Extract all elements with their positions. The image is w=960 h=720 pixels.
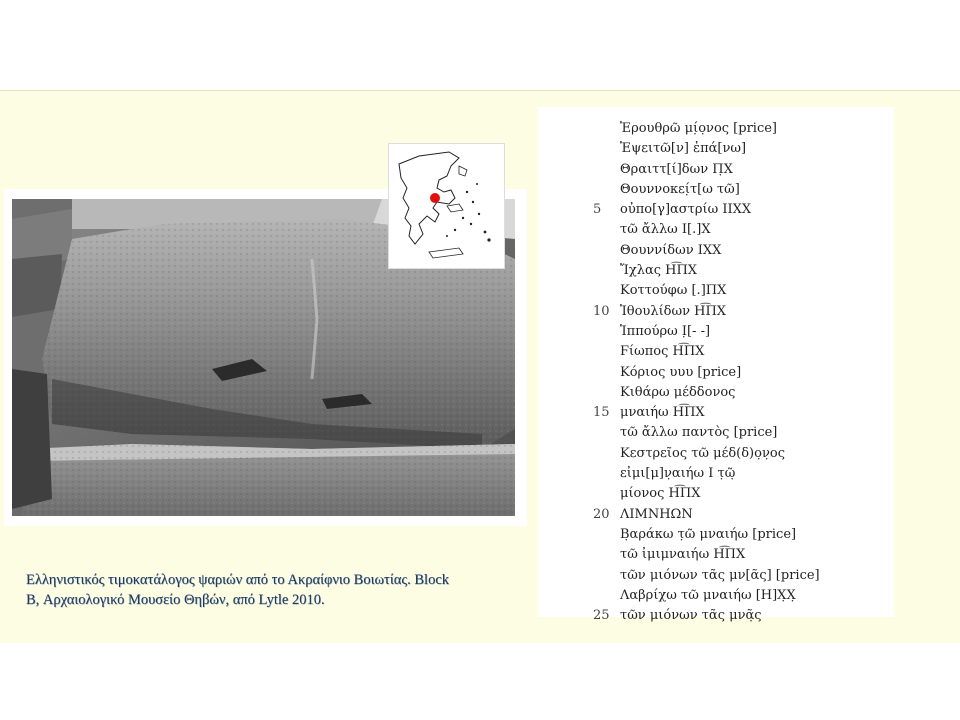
line-text: εἰμι[μ]ν̣αιήω Ι τ̣ῶ̣: [620, 466, 736, 482]
line-text: Κεστρεῖος τῶ μέδ(δ)ο̣ν̣ος: [620, 445, 785, 461]
inscription-line: [538, 505, 894, 525]
inscription-line: [538, 160, 894, 180]
line-text: Ἐρουθρῶ μί̣ο̣νος [price]: [620, 121, 777, 136]
map-of-greece-icon: [389, 144, 504, 268]
line-text: Ϝίωπος Η͡ΠΧ: [620, 344, 705, 360]
line-text: ΛΙΜΝΗΩΝ: [620, 506, 693, 522]
line-text: Ἱππούρω Ι̣[- -]: [620, 323, 711, 339]
inscription-transcription: [538, 107, 894, 624]
line-text: Λαβρίχω τῶ μναιήω [Η]Χ̣Χ̣: [620, 587, 796, 603]
line-text: τῶ ἄλλω παντὸς [price]: [620, 425, 778, 441]
inscription-line: [538, 586, 894, 606]
line-text: Ἴχλας Η͡ΠΧ: [620, 263, 698, 279]
inscription-line: [538, 342, 894, 362]
inscription-line: [538, 444, 894, 464]
inscription-lines: [538, 119, 894, 626]
inscription-line: [538, 200, 894, 220]
line-text: Κοττούφω [.]ΠΧ: [620, 283, 727, 299]
line-text: Κόριος υυυ [price]: [620, 364, 742, 380]
line-text: Β̣αράκω τ̣ῶ μναιήω [price]: [620, 526, 797, 542]
line-text: Ἐψειτῶ[ν] ἐπά[νω]: [620, 141, 747, 157]
line-number: 15: [593, 405, 610, 421]
location-dot-icon: [430, 193, 440, 203]
inscription-line: [538, 545, 894, 565]
inscription-line: [538, 220, 894, 240]
line-text: τῶ ἄλλω Ι[.]Χ: [620, 222, 711, 238]
line-text: τῶν μιόνων τᾶς μν[ᾶς] [price]: [620, 567, 820, 583]
inscription-line: [538, 464, 894, 484]
inscription-line: [538, 261, 894, 281]
line-number: 10: [593, 303, 610, 319]
line-text: τῶ ἰμιμναιήω Η͡ΠΧ: [620, 547, 746, 563]
inscription-line: [538, 139, 894, 159]
inscription-line: [538, 423, 894, 443]
inscription-line: [538, 363, 894, 383]
line-text: Κιθάρω μέδδονος: [620, 384, 736, 400]
line-number: 25: [593, 608, 610, 624]
inscription-line: [538, 302, 894, 322]
inscription-line: [538, 383, 894, 403]
line-text: Θουννοκεί̣τ[ω τῶ]: [620, 181, 740, 197]
inscription-line: [538, 241, 894, 261]
inscription-line: [538, 566, 894, 586]
line-text: Θραιττ[ί]δων Π̣Χ: [620, 161, 733, 177]
line-text: μναιήω Η͡ΠΧ: [620, 405, 705, 421]
line-text: Ἰθουλίδων Η͡ΠΧ: [620, 303, 727, 319]
line-text: οὐπο[γ]αστρίω ΙΙΧΧ: [620, 202, 752, 218]
inscription-line: [538, 281, 894, 301]
inscription-line: [538, 525, 894, 545]
line-text: Θουννίδων ΙΧΧ: [620, 242, 722, 258]
inscription-line: [538, 322, 894, 342]
line-number: 20: [593, 506, 610, 522]
inscription-line: [538, 484, 894, 504]
line-number: 5: [593, 202, 602, 218]
line-text: μίονος Η͡ΠΧ: [620, 486, 701, 502]
inscription-line: [538, 119, 894, 139]
greece-map-inset: [388, 143, 505, 269]
inscription-line: [538, 180, 894, 200]
inscription-line: [538, 606, 894, 626]
inscription-line: [538, 403, 894, 423]
figure-caption: Ελληνιστικός τιμοκατάλογος ψαριών από το Ακραίφνιο Βοιωτίας. Block B, Αρχαιολογικό Μουσείο Θηβών, από Lytle 2010.: [26, 572, 449, 608]
line-text: τῶν μιόνων τᾶς μνᾶ̣ς: [620, 608, 762, 624]
